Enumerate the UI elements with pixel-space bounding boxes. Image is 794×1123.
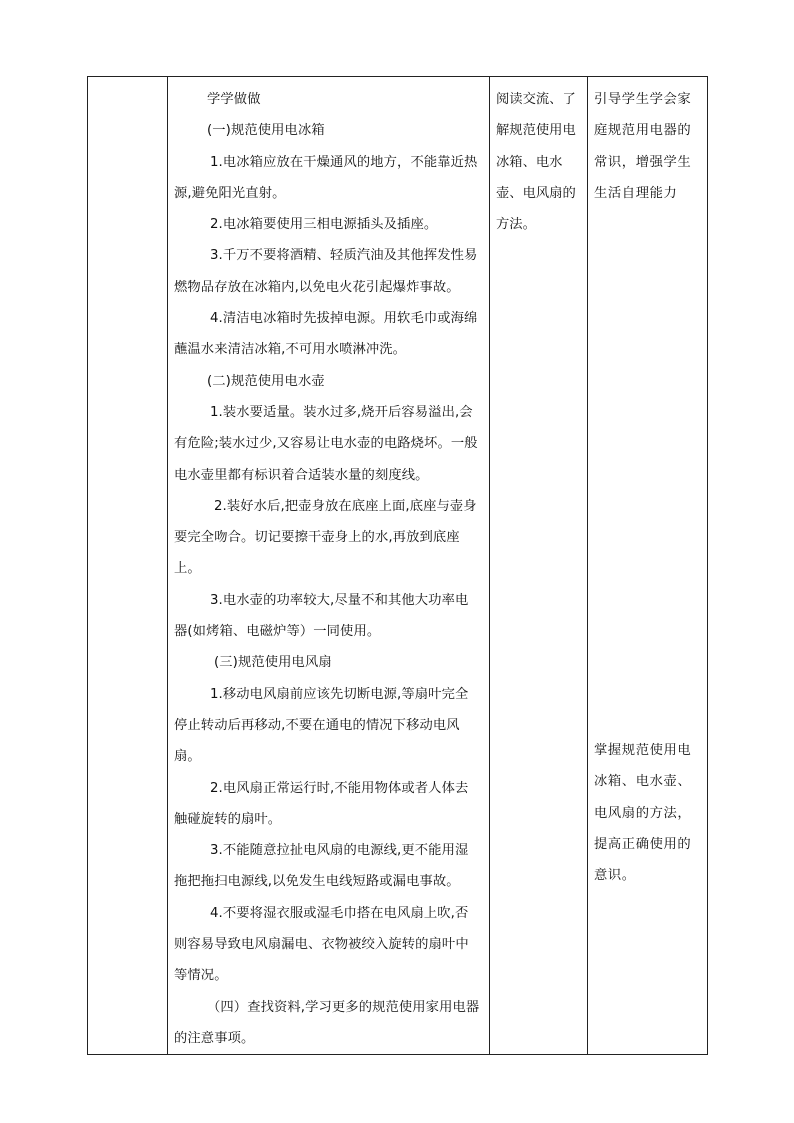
fridge-item-1: 1.电冰箱应放在干燥通风的地方，不能靠近热源,避免阳光直射。 xyxy=(174,154,478,201)
subsection-heading-fan: (三)规范使用电风扇 xyxy=(214,655,332,671)
fridge-item-3: 3.千万不要将酒精、轻质汽油及其他挥发性易燃物品存放在冰箱内,以免电火花引起爆炸事故。 xyxy=(174,248,478,295)
fridge-item-4: 4.清洁电冰箱时先拔掉电源。用软毛巾或海绵蘸温水来清洁冰箱,不可用水喷淋冲洗。 xyxy=(174,311,478,358)
design-intent-cell xyxy=(588,77,708,1055)
student-activity-text: 阅读交流、了解规范使用电冰箱、电水壶、电风扇的方法。 xyxy=(496,92,576,233)
kettle-item-2: 2.装好水后,把壶身放在底座上面,底座与壶身要完全吻合。切记要擦干壶身上的水,再放到底座上。 xyxy=(174,498,477,577)
fan-item-2: 2.电风扇正常运行时,不能用物体或者人体去触碰旋转的扇叶。 xyxy=(174,780,469,827)
section-title: 学学做做 xyxy=(207,92,261,107)
fan-item-1: 1.移动电风扇前应该先切断电源,等扇叶完全停止转动后再移动,不要在通电的情况下移动电风扇。 xyxy=(174,686,469,765)
stage-cell xyxy=(88,77,168,1055)
fridge-item-2: 2.电冰箱要使用三相电源插头及插座。 xyxy=(210,217,438,233)
student-activity-cell xyxy=(490,77,588,1055)
teaching-content-cell xyxy=(168,77,490,1055)
subsection-heading-fridge: (一)规范使用电冰箱 xyxy=(207,123,325,139)
design-intent-second: 掌握规范使用电冰箱、电水壶、电风扇的方法，提高正确使用的意识。 xyxy=(594,743,692,884)
closing-item: （四）查找资料,学习更多的规范使用家用电器的注意事项。 xyxy=(174,999,480,1046)
kettle-item-3: 3.电水壶的功率较大,尽量不和其他大功率电器(如烤箱、电磁炉等）一同使用。 xyxy=(174,592,469,640)
lesson-plan-table xyxy=(87,76,708,1055)
design-intent-first: 引导学生学会家庭规范用电器的常识，增强学生生活自理能力 xyxy=(594,92,692,201)
kettle-item-1: 1.装水要适量。装水过多,烧开后容易溢出,会有危险;装水过少,又容易让电水壶的电路烧坏。一般电水壶里都有标识着合适装水量的刻度线。 xyxy=(174,404,478,483)
subsection-heading-kettle: (二)规范使用电水壶 xyxy=(207,373,325,389)
table-row xyxy=(88,77,708,1055)
fan-item-4: 4.不要将湿衣服或湿毛巾搭在电风扇上吹,否则容易导致电风扇漏电、衣物被绞入旋转的扇叶中等情况。 xyxy=(174,905,469,984)
fan-item-3: 3.不能随意拉扯电风扇的电源线,更不能用湿拖把拖扫电源线,以免发生电线短路或漏电事故。 xyxy=(174,843,469,890)
